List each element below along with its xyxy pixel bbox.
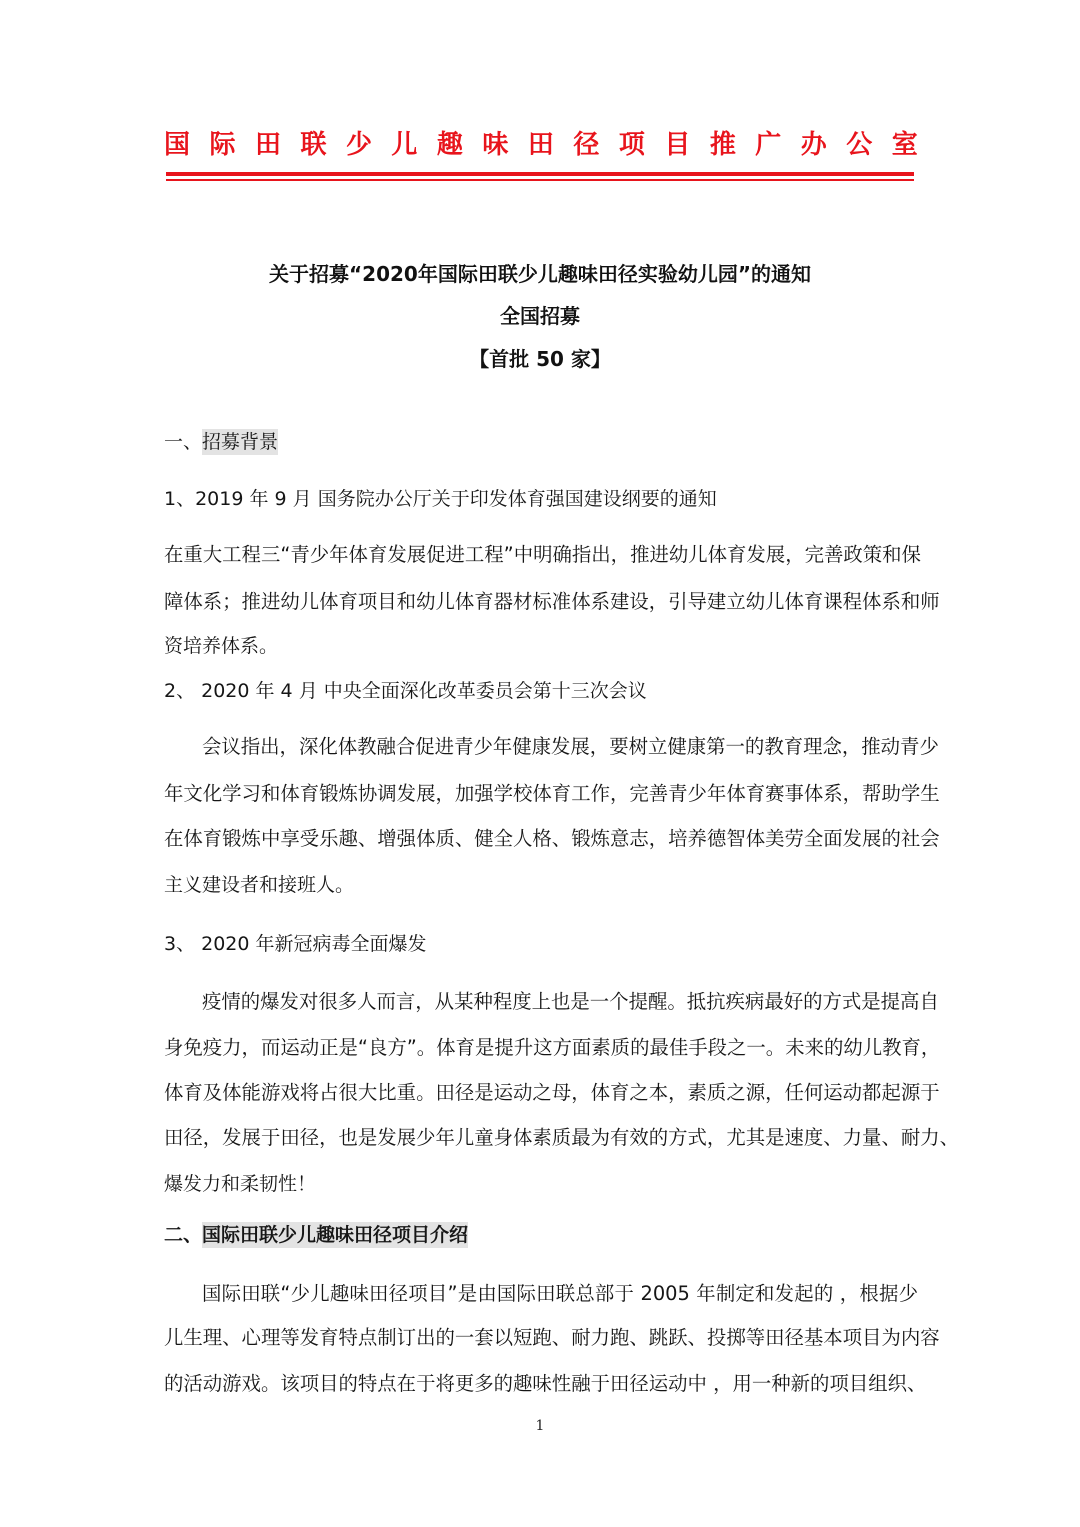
paragraph-line: 田径，发展于田径，也是发展少年儿童身体素质最为有效的方式，尤其是速度、力量、耐力、 [164, 1126, 960, 1149]
item-heading-1: 1、2019 年 9 月 国务院办公厅关于印发体育强国建设纲要的通知 [164, 488, 717, 510]
paragraph-line: 会议指出，深化体教融合促进青少年健康发展，要树立健康第一的教育理念，推动青少 [202, 735, 939, 758]
page-number: 1 [535, 1418, 545, 1434]
paragraph-line: 年文化学习和体育锻炼协调发展，加强学校体育工作，完善青少年体育赛事体系，帮助学生 [164, 782, 940, 805]
section-number: 二、 [164, 1224, 203, 1246]
paragraph-line: 体育及体能游戏将占很大比重。田径是运动之母，体育之本，素质之源，任何运动都起源于 [164, 1081, 940, 1104]
notice-batch: 【首批 50 家】 [469, 347, 611, 371]
notice-title: 关于招募“2020年国际田联少儿趣味田径实验幼儿园”的通知 [269, 262, 811, 286]
header-char: 推 [709, 130, 736, 160]
header-char: 味 [482, 130, 509, 160]
header-char: 趣 [436, 130, 463, 160]
header-char: 联 [300, 130, 327, 160]
paragraph-line: 身免疫力，而运动正是“良方”。体育是提升这方面素质的最佳手段之一。未来的幼儿教育， [164, 1036, 941, 1059]
section-heading-text: 国际田联少儿趣味田径项目介绍 [202, 1224, 469, 1246]
section-heading-background [164, 1221, 468, 1249]
header-char: 际 [209, 130, 236, 160]
paragraph-line: 障体系；推进幼儿体育项目和幼儿体育器材标准体系建设，引导建立幼儿体育课程体系和师 [164, 590, 940, 613]
paragraph-line: 疫情的爆发对很多人而言，从某种程度上也是一个提醒。抵抗疾病最好的方式是提高自 [202, 990, 939, 1013]
header-char: 办 [800, 130, 827, 160]
paragraph-line: 在体育锻炼中享受乐趣、增强体质、健全人格、锻炼意志，培养德智体美劳全面发展的社会 [164, 827, 940, 850]
section-number: 一、 [164, 431, 203, 453]
paragraph-line: 资培养体系。 [164, 635, 279, 657]
section-heading-text: 招募背景 [202, 431, 279, 453]
item-heading-3: 3、 2020 年新冠病毒全面爆发 [164, 933, 427, 955]
item-heading-2: 2、 2020 年 4 月 中央全面深化改革委员会第十三次会议 [164, 680, 647, 702]
header-char: 田 [254, 130, 281, 160]
paragraph-line: 国际田联“少儿趣味田径项目”是由国际田联总部于 2005 年制定和发起的 ，根据少 [202, 1282, 918, 1305]
notice-subtitle: 全国招募 [500, 304, 580, 328]
section-heading-background [164, 428, 278, 456]
header-divider-thin [166, 179, 914, 181]
header-char: 室 [891, 130, 918, 160]
header-char: 公 [846, 130, 873, 160]
header-divider-thick [166, 172, 914, 176]
header-char: 少 [345, 130, 372, 160]
header-char: 径 [573, 130, 600, 160]
paragraph-line: 的活动游戏。该项目的特点在于将更多的趣味性融于田径运动中 ，用一种新的项目组织、 [164, 1372, 927, 1395]
paragraph-line: 儿生理、心理等发育特点制订出的一套以短跑、耐力跑、跳跃、投掷等田径基本项目为内容 [164, 1326, 940, 1349]
office-header-title [164, 125, 918, 165]
header-char: 国 [164, 130, 191, 160]
header-char: 广 [755, 130, 782, 160]
paragraph-line: 主义建设者和接班人。 [164, 874, 355, 896]
header-char: 目 [664, 130, 691, 160]
paragraph-line: 在重大工程三“青少年体育发展促进工程”中明确指出，推进幼儿体育发展，完善政策和保 [164, 543, 921, 566]
header-char: 儿 [391, 130, 418, 160]
paragraph-line: 爆发力和柔韧性！ [164, 1173, 317, 1195]
header-char: 项 [618, 130, 645, 160]
header-char: 田 [527, 130, 554, 160]
